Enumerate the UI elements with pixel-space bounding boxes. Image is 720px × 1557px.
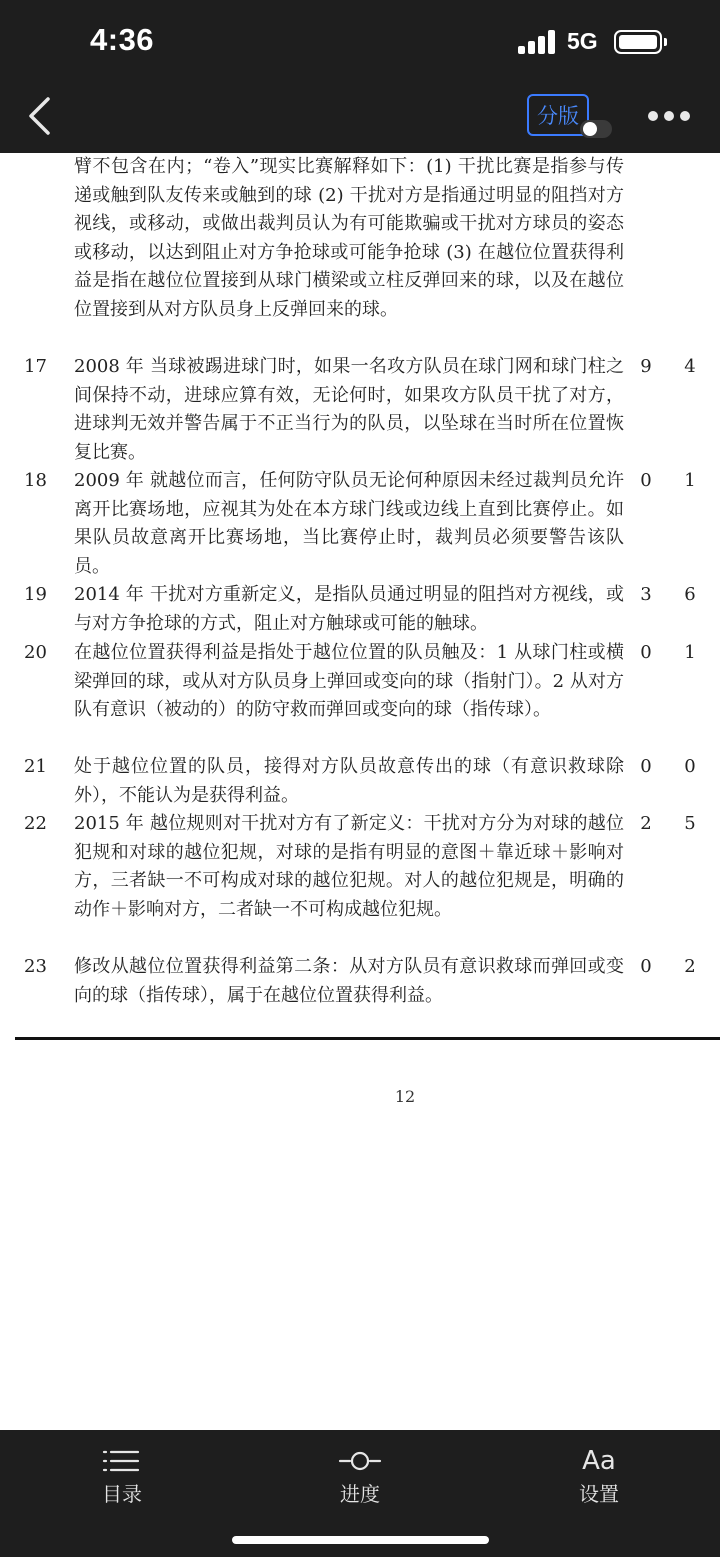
row-count-b: 1: [684, 642, 696, 663]
chevron-left-icon: [24, 96, 58, 136]
row-count-a: 9: [640, 356, 652, 377]
row-count-a: 0: [640, 470, 652, 491]
page-number: 12: [394, 1087, 416, 1106]
row-count-a: 0: [640, 642, 652, 663]
row-number: 20: [24, 642, 47, 663]
battery-nub: [664, 38, 667, 46]
row-count-b: 6: [684, 584, 696, 605]
row-text: 在越位位置获得利益是指处于越位位置的队员触及：1 从球门柱或横梁弹回的球，或从对方队员身上弹回或变向的球（指射门）。2 从对方队有意识（被动的）的防守救而弹回或变向的球（指传球）。: [74, 642, 624, 720]
status-time: 4:36: [90, 22, 155, 57]
row-count-b: 2: [684, 956, 696, 977]
top-bar: [0, 0, 720, 153]
home-indicator[interactable]: [232, 1536, 489, 1544]
toolbar-item-contents[interactable]: [52, 1430, 192, 1530]
toolbar-label: 目录: [102, 1482, 142, 1506]
split-page-button[interactable]: 分版: [527, 94, 589, 136]
back-button[interactable]: [24, 96, 58, 136]
network-type: 5G: [567, 28, 598, 54]
row-count-a: 2: [640, 813, 652, 834]
row-count-b: 1: [684, 470, 696, 491]
row-number: 17: [24, 356, 47, 377]
more-options-icon[interactable]: [648, 111, 690, 121]
row-number: 21: [24, 756, 47, 777]
document-page: [0, 153, 720, 1430]
row-number: 23: [24, 956, 47, 977]
row-count-a: 0: [640, 956, 652, 977]
split-toggle[interactable]: [580, 120, 612, 138]
row-number: 19: [24, 584, 47, 605]
toolbar-item-progress[interactable]: [290, 1430, 430, 1530]
row-number: 18: [24, 470, 47, 491]
cellular-signal-icon: [518, 30, 556, 54]
progress-icon: [290, 1444, 430, 1478]
font-settings-icon: Aa: [582, 1446, 616, 1476]
row-text: 2008 年 当球被踢进球门时，如果一名攻方队员在球门网和球门柱之间保持不动，进球应算有效，无论何时，如果攻方队员干扰了对方，进球判无效并警告属于不正当行为的队员，以坠球在当时所在位置恢复比赛。: [74, 356, 624, 463]
row-count-b: 5: [684, 813, 696, 834]
row-text: 2015 年 越位规则对干扰对方有了新定义：干扰对方分为对球的越位犯规和对球的越位犯规，对球的是指有明显的意图＋靠近球＋影响对方，三者缺一不可构成对球的越位犯规。对人的越位犯规是，明确的动作＋影响对方，二者缺一不可构成越位犯规。: [74, 813, 624, 920]
row-text: 处于越位位置的队员，接得对方队员故意传出的球（有意识救球除外），不能认为是获得利益。: [74, 756, 624, 806]
row-count-b: 0: [684, 756, 696, 777]
table-bottom-rule: [15, 1037, 720, 1040]
toolbar-label: 进度: [340, 1482, 380, 1506]
toolbar-label: 设置: [579, 1482, 619, 1506]
row-text: 2009 年 就越位而言，任何防守队员无论何种原因未经过裁判员允许离开比赛场地，应视其为处在本方球门线或边线上直到比赛停止。如果队员故意离开比赛场地，当比赛停止时，裁判员必须要警告该队员。: [74, 470, 624, 577]
row-count-b: 4: [684, 356, 696, 377]
row-text: 修改从越位位置获得利益第二条：从对方队员有意识救球而弹回或变向的球（指传球），属于在越位位置获得利益。: [74, 956, 624, 1006]
row-count-a: 3: [640, 584, 652, 605]
row-number: 22: [24, 813, 47, 834]
continuation-text: 臂不包含在内；“卷入”现实比赛解释如下：(1) 干扰比赛是指参与传递或触到队友传来或触到的球 (2) 干扰对方是指通过明显的阻挡对方视线，或移动，或做出裁判员认为有可能欺骗或干扰对方球员的姿态或移动，以达到阻止对方争抢球或可能争抢球 (3) 在越位位置获得利益是指在越位位置接到从球门横梁或立柱反弹回来的球，以及在越位位置接到从对方队员身上反弹回来的球。: [74, 156, 624, 320]
list-icon: [52, 1444, 192, 1478]
row-count-a: 0: [640, 756, 652, 777]
row-text: 2014 年 干扰对方重新定义，是指队员通过明显的阻挡对方视线，或与对方争抢球的方式，阻止对方触球或可能的触球。: [74, 584, 624, 634]
toolbar-item-settings[interactable]: [529, 1430, 669, 1530]
battery-icon: [614, 30, 662, 54]
